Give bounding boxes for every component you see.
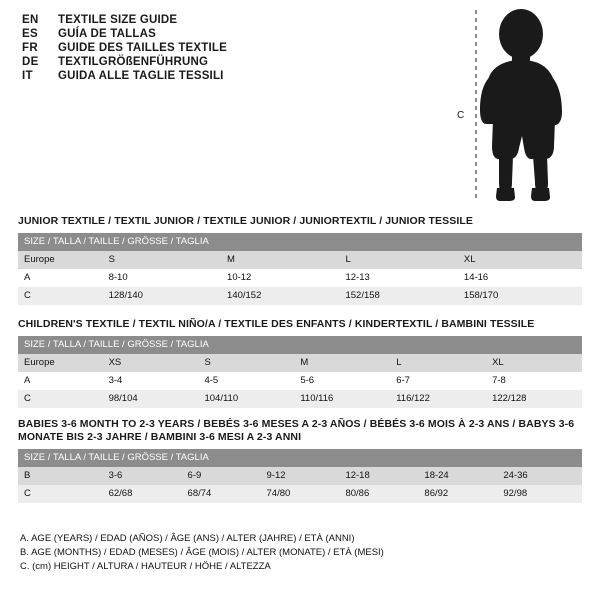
cell: 104/110 — [198, 390, 294, 408]
row-label: B — [18, 467, 103, 485]
table-row — [18, 287, 582, 305]
cell: 9-12 — [261, 467, 340, 485]
table-header-row — [18, 233, 582, 251]
row-label: C — [18, 485, 103, 503]
cell: 92/98 — [497, 485, 582, 503]
cell: 7-8 — [486, 372, 582, 390]
cell: 24-36 — [497, 467, 582, 485]
cell: 86/92 — [418, 485, 497, 503]
table-header-row — [18, 449, 582, 467]
children-textile-section — [18, 318, 582, 408]
height-measure-label: C — [457, 110, 465, 121]
table-header-label: SIZE / TALLA / TAILLE / GRÖSSE / TAGLIA — [18, 336, 582, 354]
cell: 8-10 — [103, 269, 221, 287]
language-code: FR — [22, 42, 38, 54]
language-title: GUIDE DES TAILLES TEXTILE — [58, 42, 227, 54]
table-row — [18, 251, 582, 269]
row-label: C — [18, 287, 103, 305]
section-title: BABIES 3-6 MONTH TO 2-3 YEARS / BEBÉS 3-6 MESES A 2-3 AÑOS / BÉBÉS 3-6 MOIS À 2-3 ANS / BABYS 3-6 MONATE BIS 2-3 JAHRE / BAMBINI 3-6 MESI A 2-3 ANNI — [18, 418, 575, 443]
legend-line: A. AGE (YEARS) / EDAD (AÑOS) / ÂGE (ANS) / ALTER (JAHRE) / ETÀ (ANNI) — [20, 533, 355, 544]
table-row — [18, 269, 582, 287]
cell: 158/170 — [458, 287, 582, 305]
cell: 12-13 — [339, 269, 457, 287]
language-title: TEXTILE SIZE GUIDE — [58, 14, 178, 26]
language-code: EN — [22, 14, 39, 26]
section-title: CHILDREN'S TEXTILE / TEXTIL NIÑO/A / TEXTILE DES ENFANTS / KINDERTEXTIL / BAMBINI TESSILE — [18, 318, 535, 330]
table-header-label: SIZE / TALLA / TAILLE / GRÖSSE / TAGLIA — [18, 233, 582, 251]
row-label: Europe — [18, 354, 103, 372]
cell: L — [339, 251, 457, 269]
cell: XL — [486, 354, 582, 372]
cell: 5-6 — [294, 372, 390, 390]
legend-line: B. AGE (MONTHS) / EDAD (MESES) / ÂGE (MOIS) / ALTER (MONATE) / ETÀ (MESI) — [20, 547, 384, 558]
figure-area — [455, 6, 590, 201]
language-row — [22, 28, 442, 40]
table-row — [18, 467, 582, 485]
language-code: IT — [22, 70, 33, 82]
junior-textile-section — [18, 215, 582, 305]
table-row — [18, 390, 582, 408]
language-title: TEXTILGRÖßENFÜHRUNG — [58, 56, 209, 68]
table-row — [18, 485, 582, 503]
cell: 62/68 — [103, 485, 182, 503]
table-header-label: SIZE / TALLA / TAILLE / GRÖSSE / TAGLIA — [18, 449, 582, 467]
cell: 68/74 — [182, 485, 261, 503]
cell: 98/104 — [103, 390, 199, 408]
cell: L — [390, 354, 486, 372]
language-code: ES — [22, 28, 38, 40]
child-silhouette-icon — [455, 6, 590, 206]
cell: 10-12 — [221, 269, 339, 287]
language-title: GUÍA DE TALLAS — [58, 28, 156, 40]
cell: XS — [103, 354, 199, 372]
cell: 3-4 — [103, 372, 199, 390]
cell: 80/86 — [339, 485, 418, 503]
row-label: A — [18, 372, 103, 390]
cell: 122/128 — [486, 390, 582, 408]
cell: 152/158 — [339, 287, 457, 305]
row-label: Europe — [18, 251, 103, 269]
cell: 110/116 — [294, 390, 390, 408]
row-label: C — [18, 390, 103, 408]
cell: 128/140 — [103, 287, 221, 305]
cell: S — [103, 251, 221, 269]
cell: S — [198, 354, 294, 372]
cell: 140/152 — [221, 287, 339, 305]
cell: XL — [458, 251, 582, 269]
language-row — [22, 70, 442, 82]
cell: 18-24 — [418, 467, 497, 485]
babies-textile-section — [18, 418, 582, 503]
legend-footer — [20, 532, 580, 574]
children-size-table — [18, 336, 582, 408]
language-title: GUIDA ALLE TAGLIE TESSILI — [58, 70, 224, 82]
cell: M — [221, 251, 339, 269]
cell: 4-5 — [198, 372, 294, 390]
table-row — [18, 354, 582, 372]
junior-size-table — [18, 233, 582, 305]
table-row — [18, 372, 582, 390]
cell: M — [294, 354, 390, 372]
language-row — [22, 56, 442, 68]
cell: 14-16 — [458, 269, 582, 287]
legend-line: C. (cm) HEIGHT / ALTURA / HAUTEUR / HÖHE / ALTEZZA — [20, 561, 271, 572]
language-row — [22, 42, 442, 54]
babies-size-table — [18, 449, 582, 503]
language-header — [22, 14, 442, 84]
cell: 6-7 — [390, 372, 486, 390]
cell: 12-18 — [339, 467, 418, 485]
table-header-row — [18, 336, 582, 354]
section-title: JUNIOR TEXTILE / TEXTIL JUNIOR / TEXTILE JUNIOR / JUNIORTEXTIL / JUNIOR TESSILE — [18, 215, 473, 227]
language-code: DE — [22, 56, 39, 68]
cell: 74/80 — [261, 485, 340, 503]
language-row — [22, 14, 442, 26]
cell: 6-9 — [182, 467, 261, 485]
cell: 116/122 — [390, 390, 486, 408]
row-label: A — [18, 269, 103, 287]
cell: 3-6 — [103, 467, 182, 485]
